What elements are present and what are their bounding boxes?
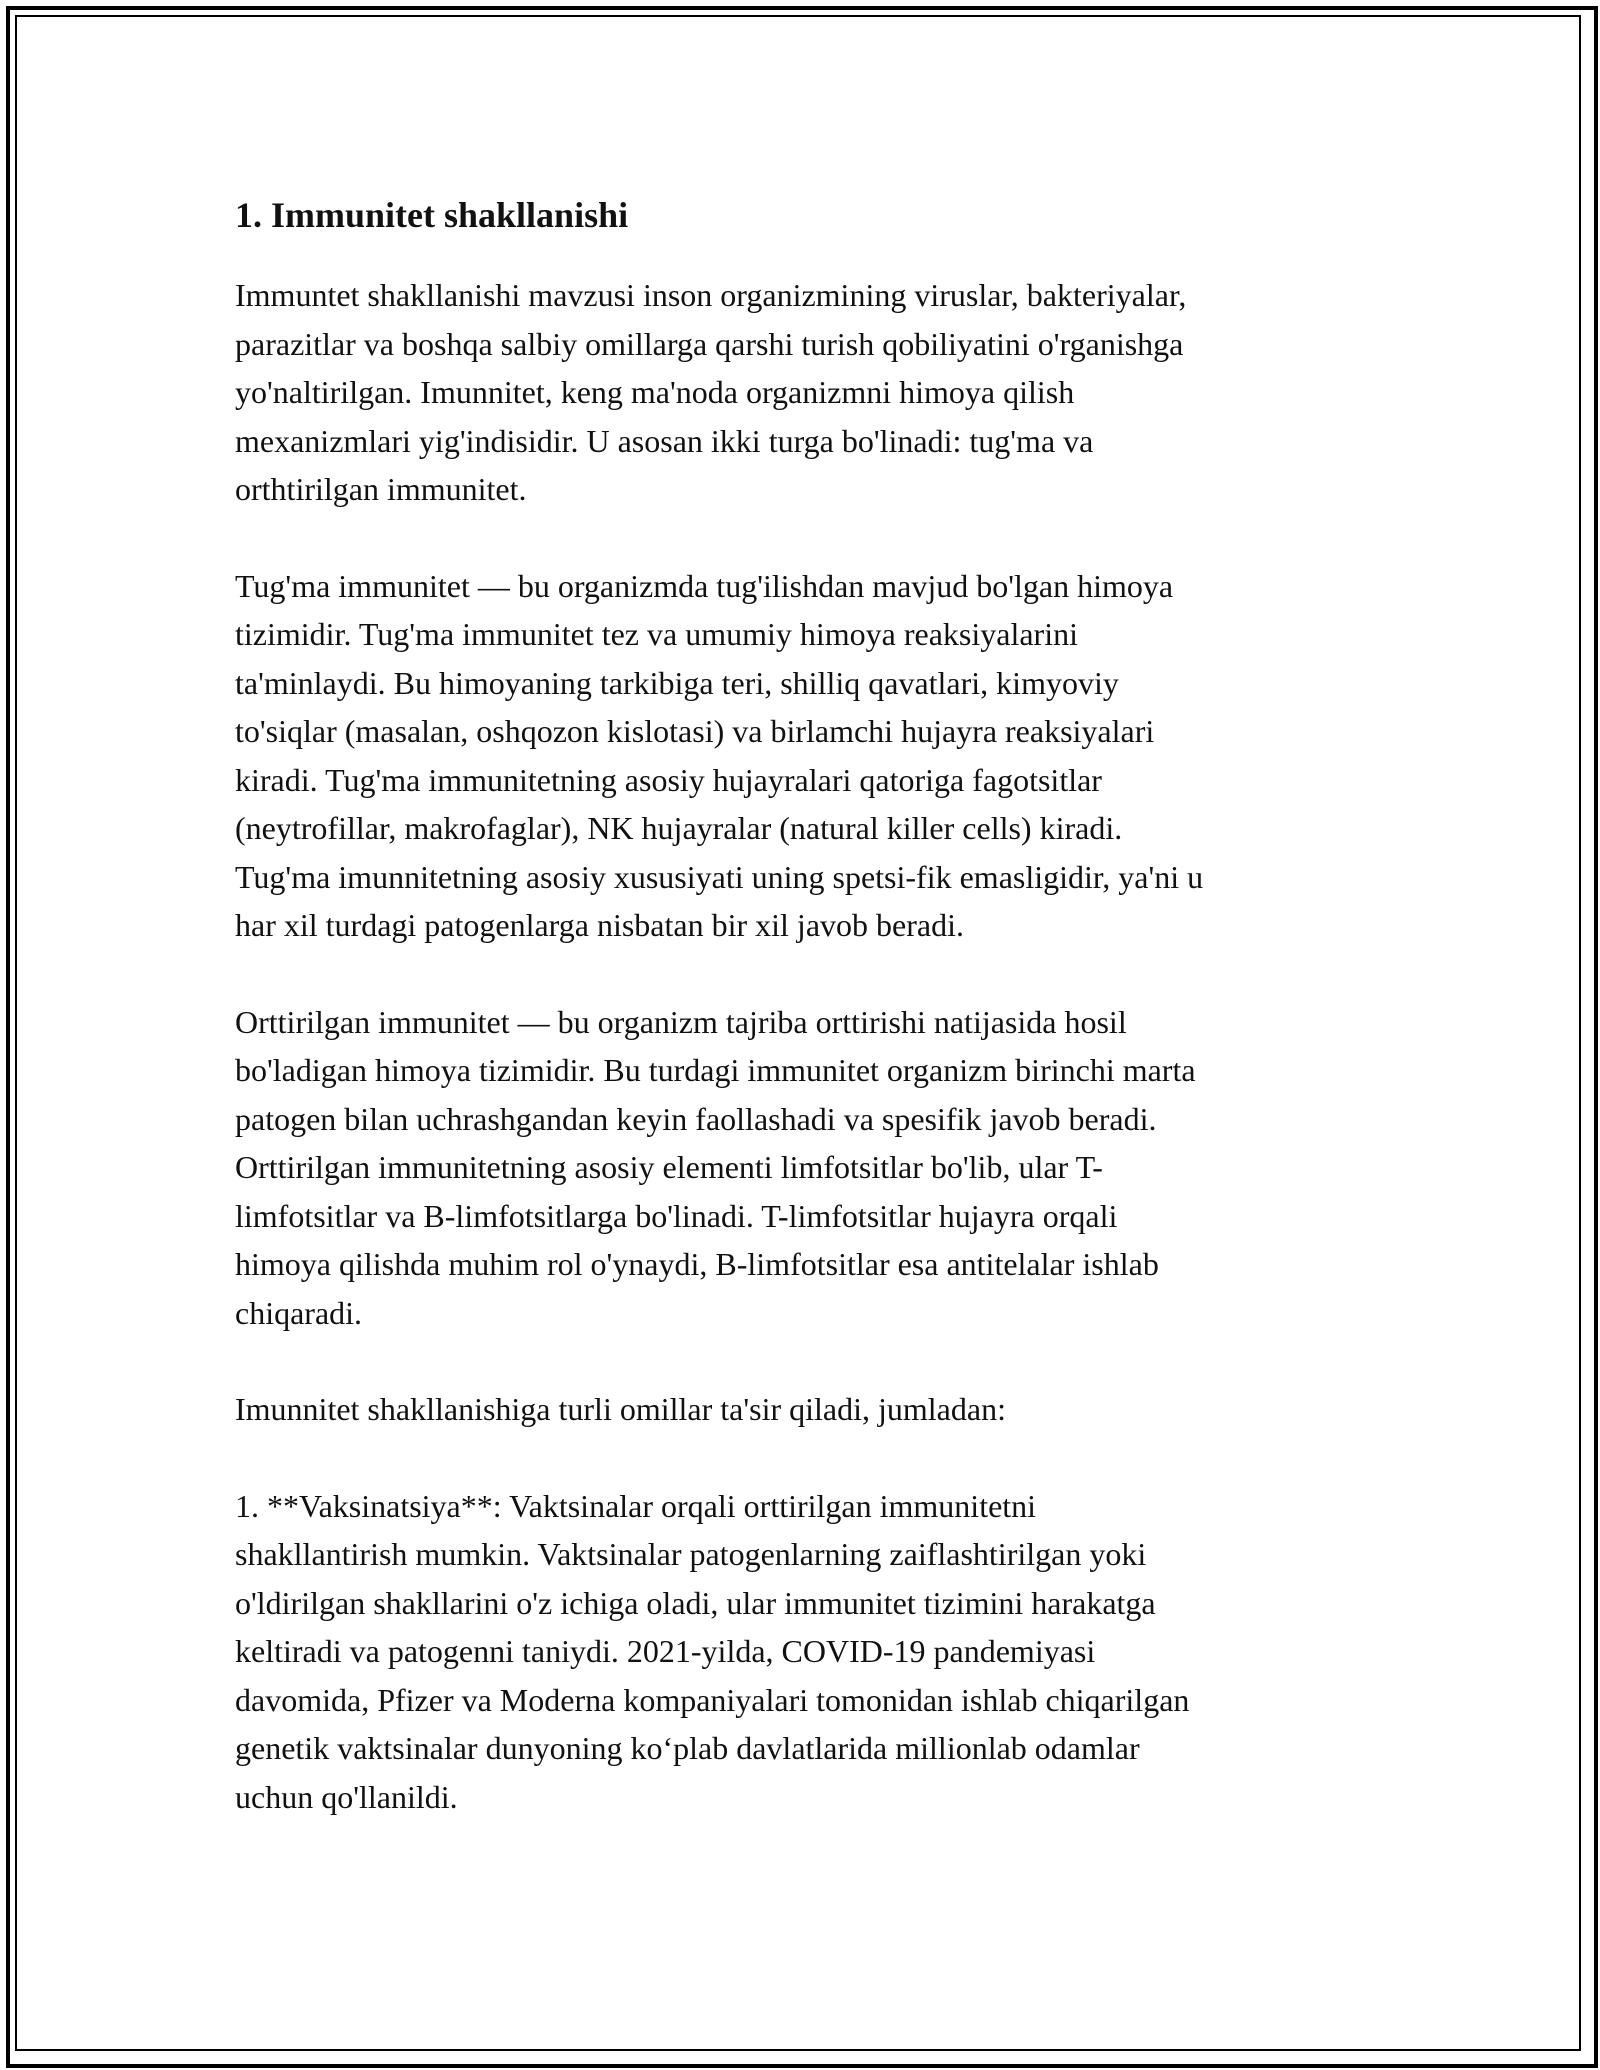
paragraph-factors-intro: Imunnitet shakllanishiga turli omillar ta'sir qiladi, jumladan: [235, 1391, 1006, 1427]
paragraph-vaccination: 1. **Vaksinatsiya**: Vaktsinalar orqali orttirilgan immunitetni shakllantirish mumkin. Vaktsinalar patogenlarning zaiflashtirilgan yoki o'ldirilgan shakllarini o'z ichiga oladi, ular immunitet tizimini harakatga keltiradi va patogenni taniydi. 2021-yilda, COVID-19 pandemiyasi davomida, Pfizer va Moderna kompaniyalari tomonidan ishlab chiqarilgan genetik vaktsinalar dunyoning ko‘plab davlatlarida millionlab odamlar uchun qo'llanildi. [235, 1487, 1190, 1815]
paragraph-intro: Immuntet shakllanishi mavzusi inson organizmining viruslar, bakteriyalar, parazitlar va boshqa salbiy omillarga qarshi turish qobiliyatini o'rganishga yo'naltirilgan. Imunnitet, keng ma'noda organizmni himoya qilish mexanizmlari yig'indisidir. U asosan ikki turga bo'linadi: tug'ma va orthtirilgan immunitet. [235, 277, 1187, 507]
document-body [235, 185, 1375, 1869]
paragraph-acquired-immunity: Orttirilgan immunitet — bu organizm tajriba orttirishi natijasida hosil bo'ladigan himoya tizimidir. Bu turdagi immunitet organizm birinchi marta patogen bilan uchrashgandan keyin faollashadi va spesifik javob beradi. Orttirilgan immunitetning asosiy elementi limfotsitlar bo'lib, ular T- limfotsitlar va B-limfotsitlarga bo'linadi. T-limfotsitlar hujayra orqali himoya qilishda muhim rol o'ynaydi, B-limfotsitlar esa antitelalar ishlab chiqaradi. [235, 1003, 1196, 1331]
section-heading: 1. Immunitet shakllanishi [235, 195, 629, 235]
paragraph-innate-immunity: Tug'ma immunitet — bu organizmda tug'ilishdan mavjud bo'lgan himoya tizimidir. Tug'ma immunitet tez va umumiy himoya reaksiyalarini ta'minlaydi. Bu himoyaning tarkibiga teri, shilliq qavatlari, kimyoviy to'siqlar (masalan, oshqozon kislotasi) va birlamchi hujayra reaksiyalari kiradi. Tug'ma immunitetning asosiy hujayralari qatoriga fagotsitlar (neytrofillar, makrofaglar), NK hujayralar (natural killer cells) kiradi. Tug'ma imunnitetning asosiy xususiyati uning spetsi-fik emasligidir, ya'ni u har xil turdagi patogenlarga nisbatan bir xil javob beradi. [235, 567, 1204, 943]
